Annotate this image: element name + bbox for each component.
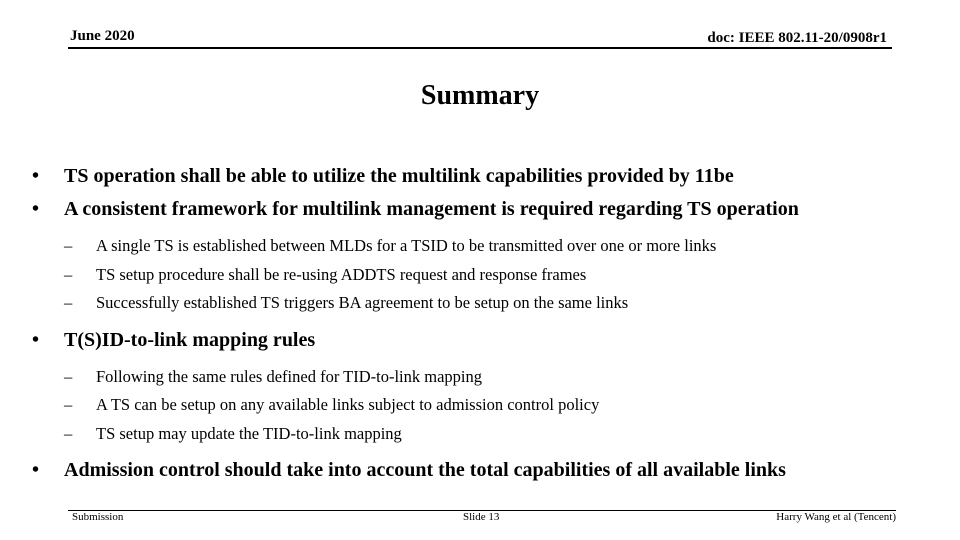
bullet-text: T(S)ID-to-link mapping rules xyxy=(64,328,316,351)
bullet-dot: • xyxy=(32,459,40,481)
sub-bullet-dash: – xyxy=(64,264,73,284)
sub-bullet-3-2 xyxy=(32,391,942,420)
header-divider xyxy=(68,47,892,49)
footer-author: Harry Wang et al (Tencent) xyxy=(776,511,896,523)
sub-bullet-2-3 xyxy=(32,289,942,318)
footer-slide-number: Slide 13 xyxy=(463,511,500,523)
sub-bullet-3-1 xyxy=(32,363,942,392)
sub-bullet-2-2 xyxy=(32,261,942,290)
bullet-dot: • xyxy=(32,328,40,351)
sub-bullet-text: A TS can be setup on any available links subject to admission control policy xyxy=(96,395,600,414)
header-doc-id: doc: IEEE 802.11-20/0908r1 xyxy=(707,30,887,46)
sub-bullet-text: TS setup may update the TID-to-link mapping xyxy=(96,423,402,443)
bullet-1 xyxy=(32,162,942,191)
bullet-4 xyxy=(32,456,942,485)
bullet-dot: • xyxy=(32,165,40,187)
header-date: June 2020 xyxy=(70,28,135,44)
bullet-3 xyxy=(32,326,942,355)
bullet-2 xyxy=(32,195,854,224)
sub-bullet-dash: – xyxy=(64,423,73,443)
bullet-text: TS operation shall be able to utilize the multilink capabilities provided by 11be xyxy=(64,165,734,187)
sub-bullet-2-1 xyxy=(32,232,942,261)
sub-bullet-3-3 xyxy=(32,420,942,449)
bullet-dot: • xyxy=(32,198,40,220)
sub-bullet-dash: – xyxy=(64,395,73,414)
sub-bullet-text: Successfully established TS triggers BA agreement to be setup on the same links xyxy=(96,293,629,312)
bullet-text: A consistent framework for multilink management is required regarding TS operation xyxy=(64,198,799,220)
slide-body xyxy=(32,162,942,485)
sub-bullet-dash: – xyxy=(64,293,73,312)
bullet-text: Admission control should take into account the total capabilities of all available links xyxy=(64,459,786,481)
slide-title: Summary xyxy=(420,80,540,111)
sub-bullet-dash: – xyxy=(64,236,73,255)
sub-bullet-text: Following the same rules defined for TID-to-link mapping xyxy=(96,366,482,386)
footer-submission: Submission xyxy=(72,511,124,523)
sub-bullet-dash: – xyxy=(64,366,73,386)
sub-bullet-text: A single TS is established between MLDs for a TSID to be transmitted over one or more links xyxy=(96,236,717,255)
sub-bullet-text: TS setup procedure shall be re-using ADDTS request and response frames xyxy=(96,264,587,284)
